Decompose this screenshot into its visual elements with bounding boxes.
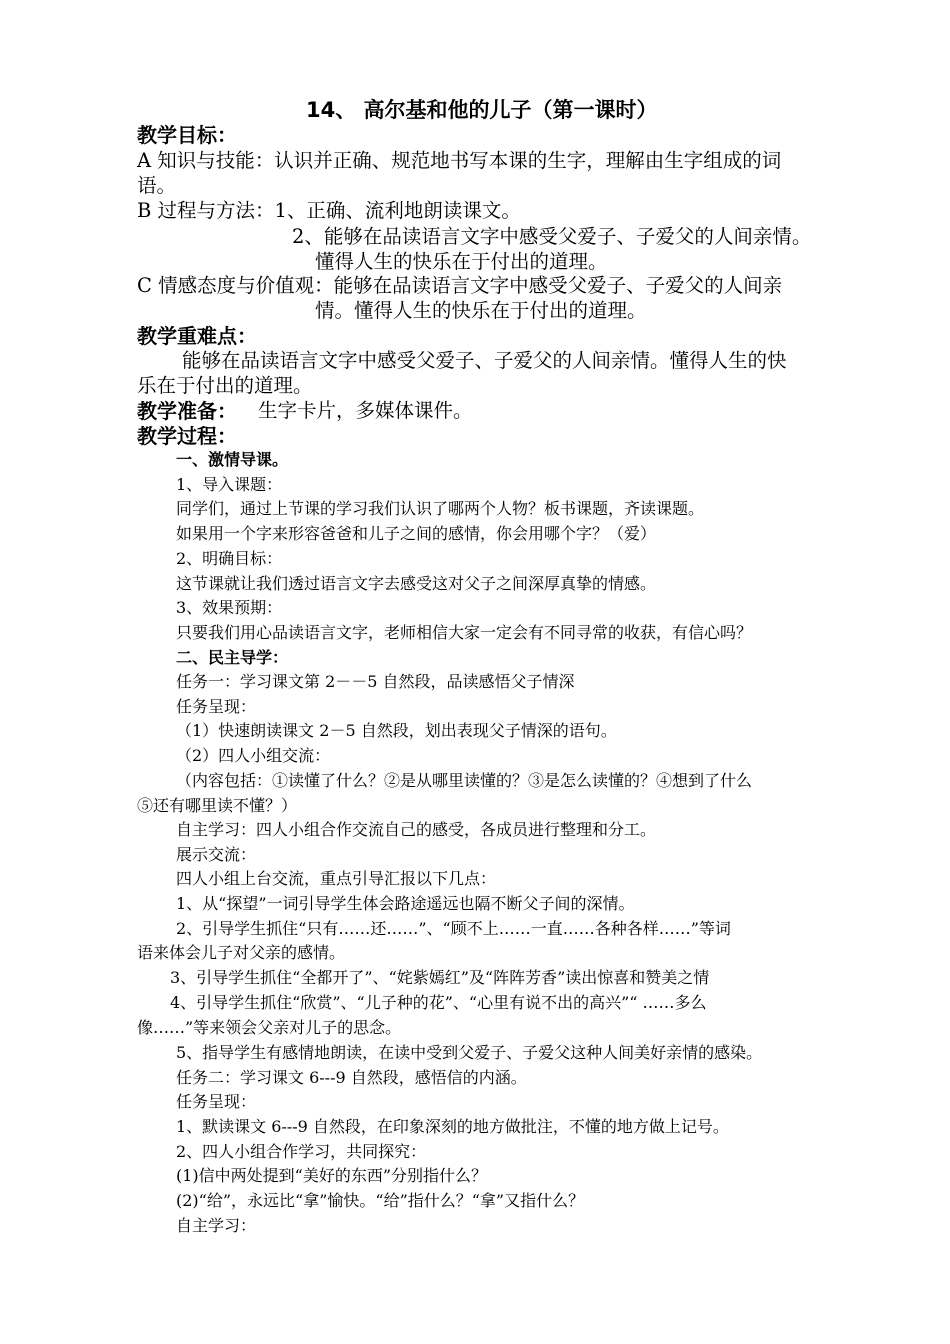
prep-text: 生字卡片，多媒体课件。 [258, 399, 473, 422]
task1-line16: 5、指导学生有感情地朗读，在读中受到父爱子、子爱父这种人间美好亲情的感染。 [176, 1043, 763, 1062]
task1-line3: （1）快速朗读课文 2－5 自然段，划出表现父子情深的语句。 [176, 721, 617, 740]
objective-c-line2: 情。懂得人生的快乐在于付出的道理。 [315, 299, 647, 322]
task1-line13: 3、引导学生抓住“全都开了”、“姹紫嫣红”及“阵阵芳香”读出惊喜和赞美之情 [170, 968, 710, 987]
task2-line7: 自主学习： [176, 1216, 257, 1235]
s1-line2: 同学们，通过上节课的学习我们认识了哪两个人物？板书课题，齐读课题。 [176, 499, 705, 518]
s1-line5: 这节课就让我们透过语言文字去感受这对父子之间深厚真挚的情感。 [176, 574, 657, 593]
s1-line1: 1、导入课题： [176, 475, 283, 494]
task1-line9: 四人小组上台交流，重点引导汇报以下几点： [176, 869, 497, 888]
task2-line3: 1、默读课文 6---9 自然段，在印象深刻的地方做批注，不懂的地方做上记号。 [176, 1117, 729, 1136]
task1-line11: 2、引导学生抓住“只有……还……”、“顾不上……一直……各种各样……”等词 [176, 919, 731, 938]
objective-c-line1: C 情感态度与价值观：能够在品读语言文字中感受父爱子、子爱父的人间亲 [137, 274, 783, 297]
task1-line4: （2）四人小组交流： [176, 746, 331, 765]
objective-a-line1: A 知识与技能：认识并正确、规范地书写本课的生字，理解由生字组成的词 [137, 149, 782, 172]
lesson-title: 14、 高尔基和他的儿子（第一课时） [306, 98, 658, 122]
s1-line7: 只要我们用心品读语言文字，老师相信大家一定会有不同寻常的收获，有信心吗？ [176, 623, 753, 642]
task2-line2: 任务呈现： [176, 1092, 257, 1111]
keypoints-line2: 乐在于付出的道理。 [137, 374, 313, 397]
task1-line7: 自主学习：四人小组合作交流自己的感受，各成员进行整理和分工。 [176, 820, 657, 839]
section-one-title: 一、激情导课。 [176, 450, 289, 469]
task2-line5: (1)信中两处提到“美好的东西”分别指什么？ [176, 1166, 488, 1185]
task2-title: 任务二：学习课文 6---9 自然段，感悟信的内涵。 [176, 1068, 527, 1087]
prep-heading: 教学准备： [137, 399, 237, 423]
keypoints-heading: 教学重难点： [137, 324, 257, 348]
task1-line2: 任务呈现： [176, 697, 257, 716]
s1-line6: 3、效果预期： [176, 598, 283, 617]
objective-b-line1: B 过程与方法：1、正确、流利地朗读课文。 [137, 199, 521, 222]
task1-line12: 语来体会儿子对父亲的感情。 [137, 943, 346, 962]
task2-line6: (2)“给”，永远比“拿”愉快。“给”指什么？“拿”又指什么？ [176, 1191, 585, 1210]
task1-line14: 4、引导学生抓住“欣赏”、“儿子种的花”、“心里有说不出的高兴”“ ……多么 [170, 993, 707, 1012]
objective-b-line2: 2、能够在品读语言文字中感受父爱子、子爱父的人间亲情。 [292, 225, 812, 248]
s1-line3: 如果用一个字来形容爸爸和儿子之间的感情，你会用哪个字？（爱） [176, 524, 657, 543]
s1-line4: 2、明确目标： [176, 549, 283, 568]
keypoints-line1: 能够在品读语言文字中感受父爱子、子爱父的人间亲情。懂得人生的快 [182, 349, 787, 372]
task2-line4: 2、四人小组合作学习，共同探究： [176, 1142, 427, 1161]
objective-b-line3: 懂得人生的快乐在于付出的道理。 [315, 250, 608, 273]
process-heading: 教学过程： [137, 424, 237, 448]
task1-line5: （内容包括：①读懂了什么？②是从哪里读懂的？③是怎么读懂的？④想到了什么 [176, 771, 753, 790]
objective-a-line2: 语。 [137, 174, 177, 197]
section-two-title: 二、民主导学： [176, 648, 289, 667]
task1-line10: 1、从“探望”一词引导学生体会路途遥远也隔不断父子间的深情。 [176, 894, 635, 913]
task1-line15: 像……”等来领会父亲对儿子的思念。 [137, 1018, 402, 1037]
task1-line8: 展示交流： [176, 845, 257, 864]
task1-title: 任务一：学习课文第 2－－5 自然段，品读感悟父子情深 [176, 672, 575, 691]
objectives-heading: 教学目标： [137, 123, 237, 147]
task1-line6: ⑤还有哪里读不懂？） [137, 796, 298, 815]
